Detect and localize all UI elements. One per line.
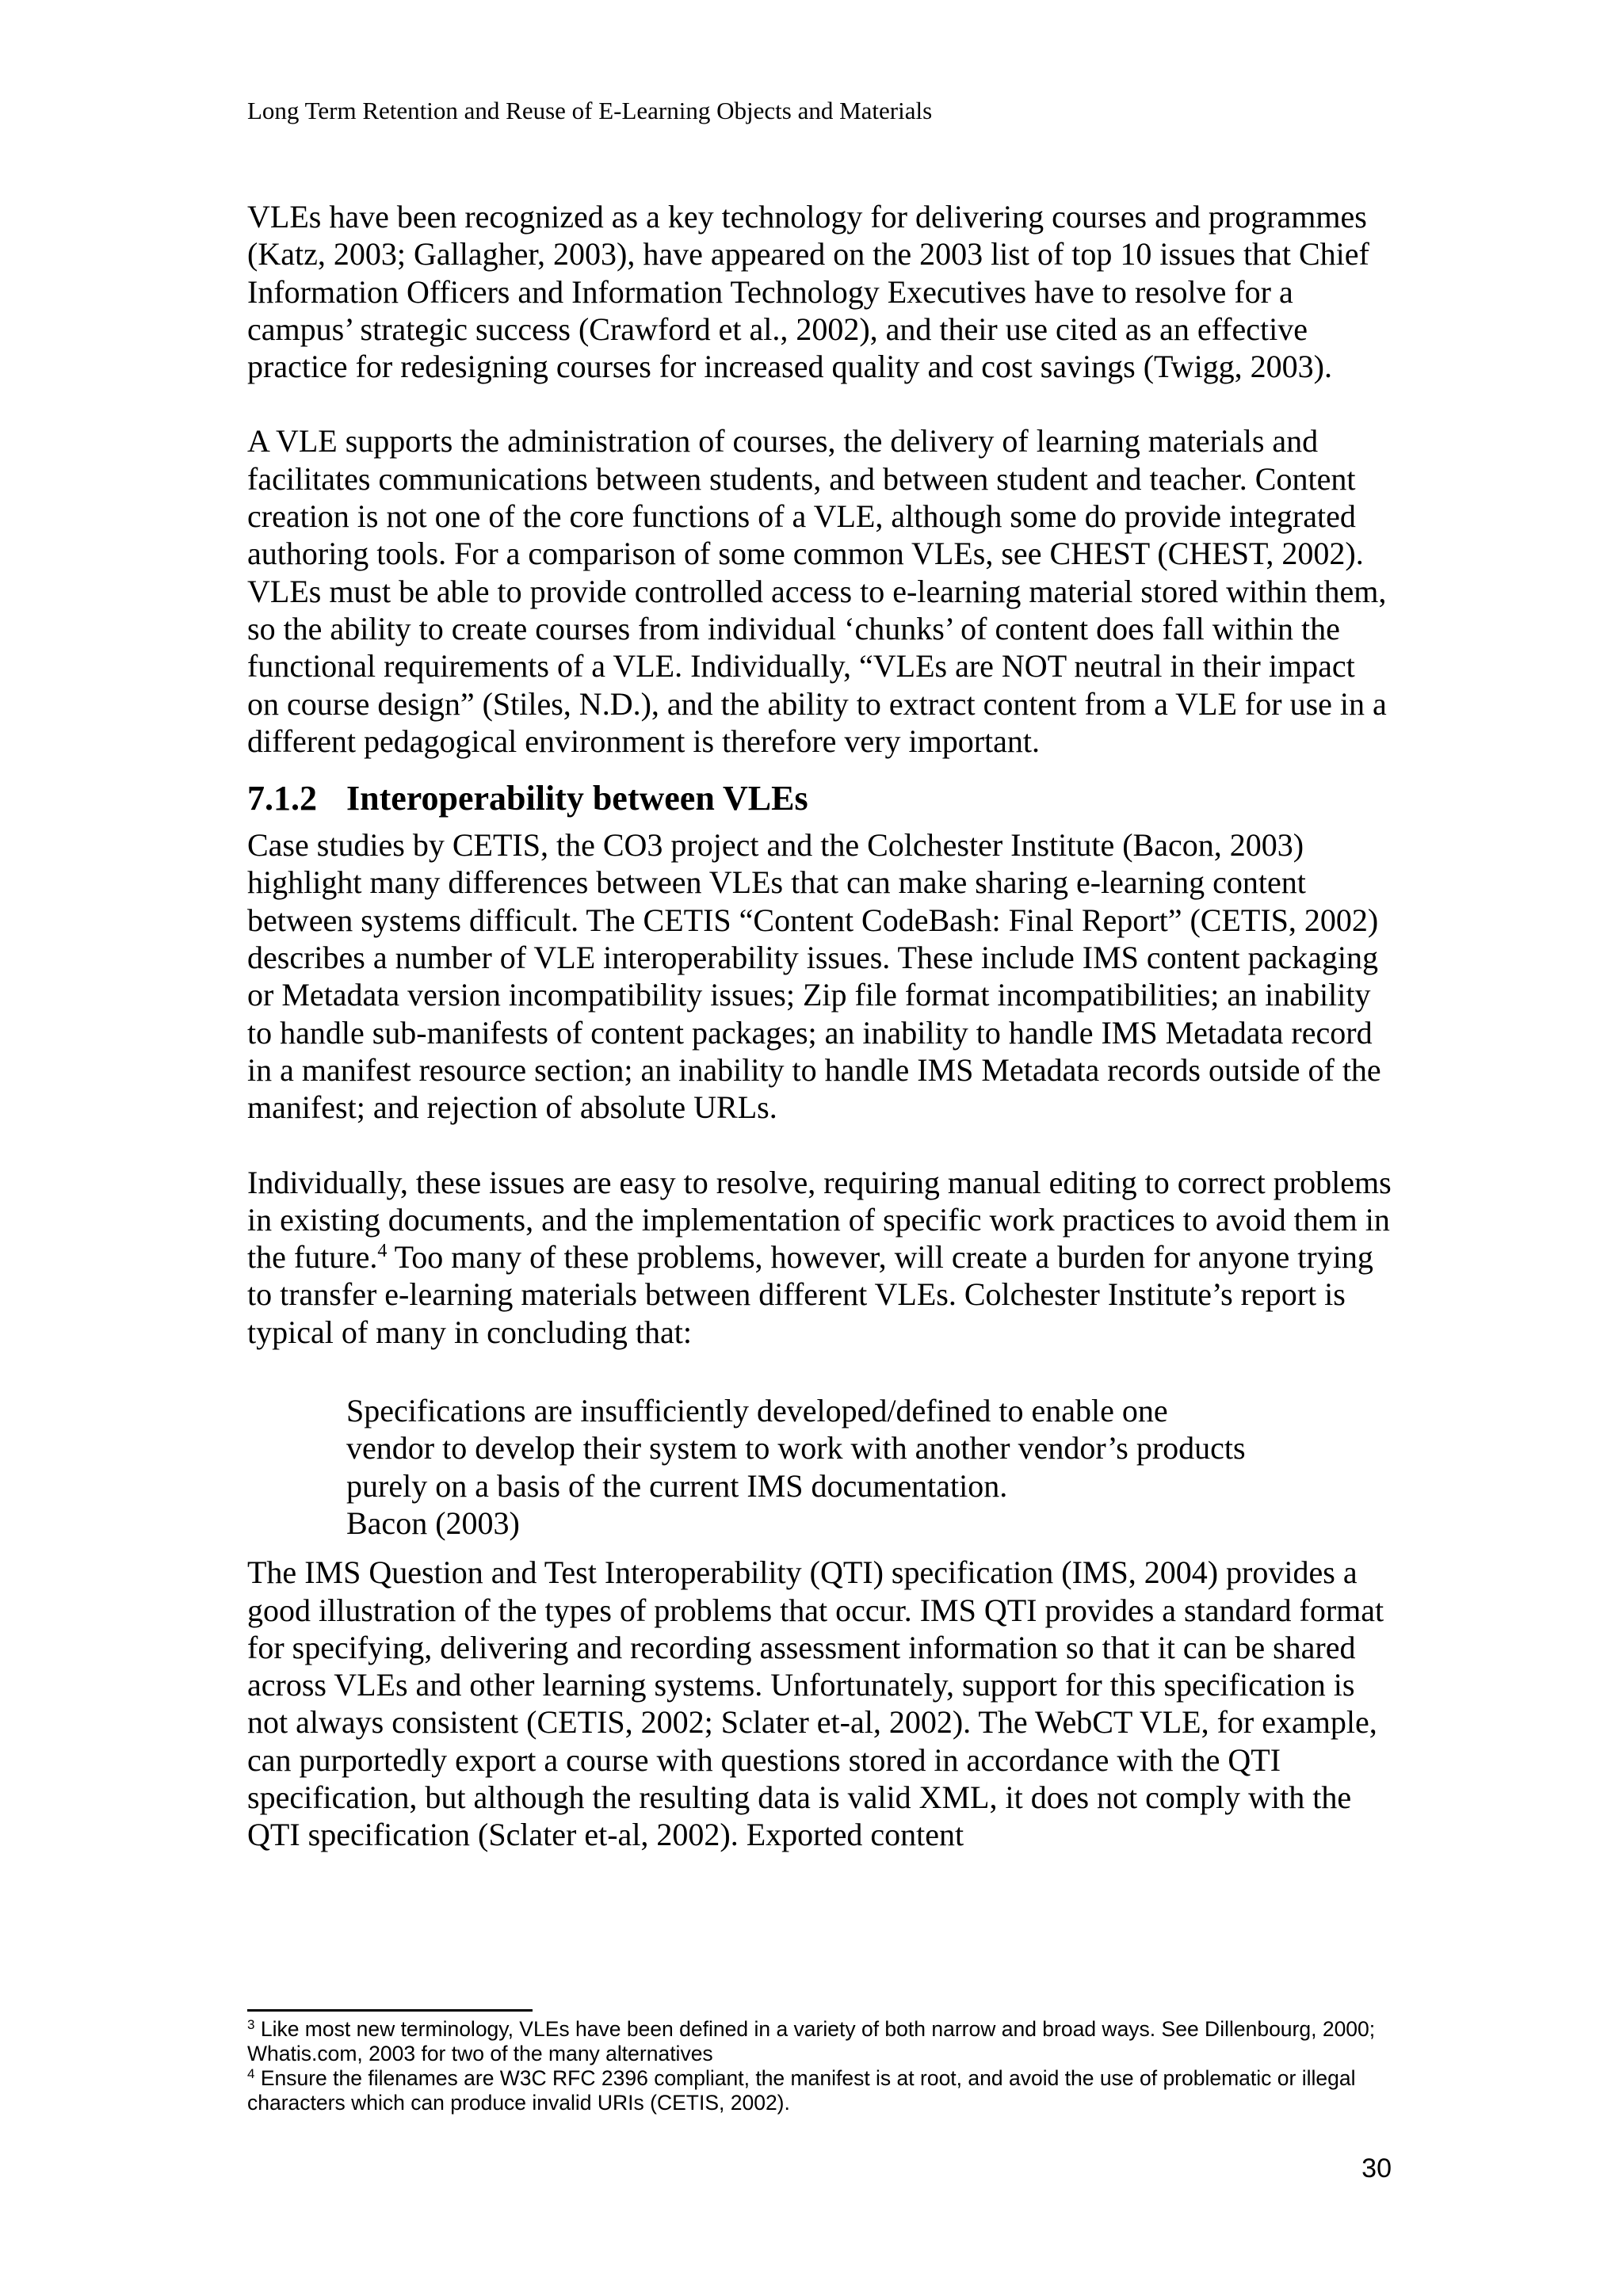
quote-line: Specifications are insufficiently developed/defined to enable one (346, 1393, 1168, 1429)
paragraph-qti: The IMS Question and Test Interoperability (QTI) specification (IMS, 2004) provides a good illustration of the types of problems that occur. IMS QTI provides a standard format for specifying, delivering and recording assessment information so that it can be shared across VLEs and other learning systems. Unfortunately, support for this specification is not always consistent (CETIS, 2002; Sclater et-al, 2002). The WebCT VLE, for example, can purportedly export a course with questions stored in accordance with the QTI specification, but although the resulting data is valid XML, it does not comply with the QTI specification (Sclater et-al, 2002). Exported content (247, 1554, 1384, 1853)
section-number: 7.1.2 (247, 779, 317, 818)
paragraph-vle-functions: A VLE supports the administration of courses, the delivery of learning materials and facilitates communications between students, and between student and teacher. Content creation is not one of the core functions of a VLE, although some do provide integrated authoring tools. For a comparison of some common VLEs, see CHEST (CHEST, 2002). VLEs must be able to provide controlled access to e-learning material stored within them, so the ability to create courses from individual ‘chunks’ of content does fall within the functional requirements of a VLE. Individually, “VLEs are NOT neutral in their impact on course design” (Stiles, N.D.), and the ability to extract content from a VLE for use in a different pedagogical environment is therefore very important. (247, 423, 1387, 759)
footnote-divider (247, 2009, 533, 2012)
paragraph-vle-recognition: VLEs have been recognized as a key technology for delivering courses and programmes (Katz, 2003; Gallagher, 2003), have appeared on the 2003 list of top 10 issues that Chief Information Officers and Information Technology Executives have to resolve for a campus’ strategic success (Crawford et al., 2002), and their use cited as an effective practice for redesigning courses for increased quality and cost savings (Twigg, 2003). (247, 199, 1369, 385)
quote-line: purely on a basis of the current IMS documentation. (346, 1467, 1008, 1504)
paragraph-issues-text-a: Individually, these issues are easy to resolve, requiring manual editing to correct problems in existing documents, and the implementation of specific work practices to avoid them in the future. (247, 1164, 1392, 1276)
footnote-4 (247, 2066, 1392, 2115)
footnote-ref-4[interactable]: 4 (377, 1241, 388, 1262)
page-number: 30 (1361, 2153, 1392, 2183)
body-text (247, 198, 1392, 1854)
section-title: Interoperability between VLEs (346, 779, 808, 818)
paragraph-issues-resolve (247, 1164, 1392, 1351)
paragraph-issues-text-b: Too many of these problems, however, will create a burden for anyone trying to transfer e-learning materials between different VLEs. Colchester Institute’s report is typical of many in concluding that: (247, 1239, 1373, 1350)
paragraph-gap (247, 1127, 1392, 1164)
footnote-3 (247, 2017, 1392, 2066)
quote-source: Bacon (2003) (346, 1505, 520, 1541)
footnote-mark: 4 (247, 2066, 255, 2081)
paragraph-case-studies: Case studies by CETIS, the CO3 project and the Colchester Institute (Bacon, 2003) highlight many differences between VLEs that can make sharing e-learning content between systems difficult. The CETIS “Content CodeBash: Final Report” (CETIS, 2002) describes a number of VLE interoperability issues. These include IMS content packaging or Metadata version incompatibility issues; Zip file format incompatibilities; an inability to handle sub-manifests of content packages; an inability to handle IMS Metadata record in a manifest resource section; an inability to handle IMS Metadata records outside of the manifest; and rejection of absolute URLs. (247, 827, 1381, 1126)
running-header: Long Term Retention and Reuse of E-Learning Objects and Materials (247, 97, 933, 124)
footnote-text: Ensure the filenames are W3C RFC 2396 compliant, the manifest is at root, and avoid the use of problematic or illegal characters which can produce invalid URIs (CETIS, 2002). (247, 2066, 1356, 2115)
footnote-mark: 3 (247, 2017, 255, 2032)
footnote-text: Like most new terminology, VLEs have been defined in a variety of both narrow and broad ways. See Dillenbourg, 2000; Whatis.com, 2003 for two of the many alternatives (247, 2017, 1376, 2065)
paragraph-gap (247, 385, 1392, 422)
block-quote (346, 1392, 1392, 1542)
footnotes (247, 2017, 1392, 2115)
section-heading (247, 771, 1392, 826)
quote-line: vendor to develop their system to work with another vendor’s products (346, 1430, 1246, 1466)
